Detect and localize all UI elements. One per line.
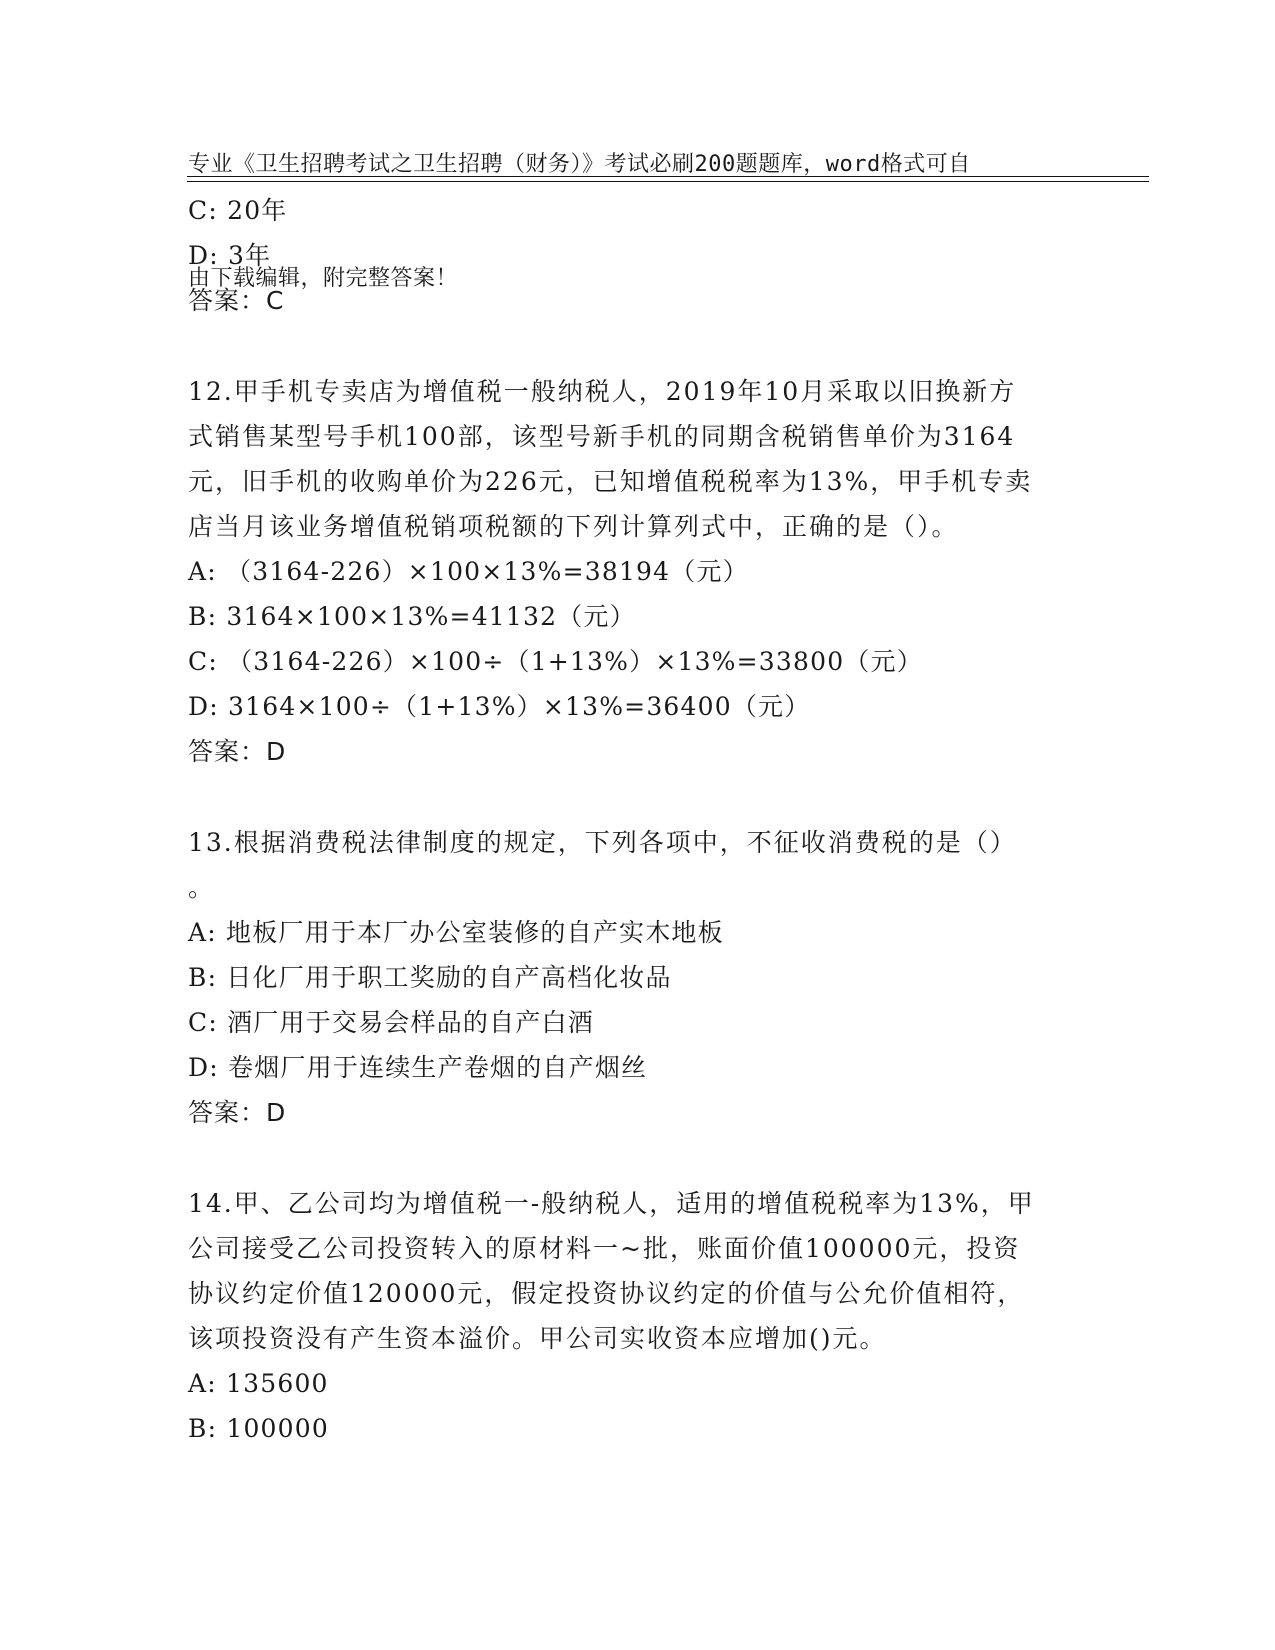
stem-line: 13.根据消费税法律制度的规定，下列各项中，不征收消费税的是（）: [188, 828, 1017, 857]
question-13: [188, 820, 1088, 1135]
stem-line: 。: [188, 873, 216, 902]
option-b: B: 3164×100×13%=41132（元）: [188, 602, 636, 631]
stem-line: 店当月该业务增值税销项税额的下列计算列式中，正确的是（）。: [188, 512, 959, 541]
question-12: [188, 369, 1088, 774]
question-stem: [188, 820, 1088, 910]
stem-line: 该项投资没有产生资本溢价。甲公司实收资本应增加()元。: [188, 1324, 887, 1353]
answer-line: 答案：C: [188, 286, 285, 315]
option-a: A: （3164-226）×100×13%=38194（元）: [188, 557, 749, 586]
option-d: D: 卷烟厂用于连续生产卷烟的自产烟丝: [188, 1053, 648, 1082]
stem-line: 公司接受乙公司投资转入的原材料一~批，账面价值100000元，投资: [188, 1234, 1021, 1263]
option-d: D: 3年: [188, 241, 272, 270]
option-c: C: 20年: [188, 196, 288, 225]
question-stem: [188, 1181, 1088, 1361]
option-b: B: 100000: [188, 1414, 329, 1443]
option-a: A: 地板厂用于本厂办公室装修的自产实木地板: [188, 918, 724, 947]
option-b: B: 日化厂用于职工奖励的自产高档化妆品: [188, 963, 672, 992]
option-d: D: 3164×100÷（1+13%）×13%=36400（元）: [188, 692, 811, 721]
option-a: A: 135600: [188, 1369, 329, 1398]
option-c: C: （3164-226）×100÷（1+13%）×13%=33800（元）: [188, 647, 923, 676]
header-divider-bottom: [187, 181, 1149, 182]
header-divider-top: [187, 176, 1149, 177]
option-c: C: 酒厂用于交易会样品的自产白酒: [188, 1008, 594, 1037]
stem-line: 元，旧手机的收购单价为226元，已知增值税税率为13%，甲手机专卖: [188, 467, 1033, 496]
question-11-fragment: [188, 188, 1088, 323]
answer-line: 答案：D: [188, 737, 287, 766]
spacer: [188, 323, 1088, 369]
spacer: [188, 1135, 1088, 1181]
stem-line: 14.甲、乙公司均为增值税一-般纳税人，适用的增值税税率为13%，甲: [188, 1189, 1035, 1218]
stem-line: 12.甲手机专卖店为增值税一般纳税人，2019年10月采取以旧换新方: [188, 377, 1017, 406]
question-14: [188, 1181, 1088, 1451]
header-line-2: 由下载编辑，附完整答案！: [188, 266, 459, 291]
spacer: [188, 774, 1088, 820]
stem-line: 式销售某型号手机100部，该型号新手机的同期含税销售单价为3164: [188, 422, 1016, 451]
header-line-1: 专业《卫生招聘考试之卫生招聘（财务）》考试必刷200题题库，word格式可自: [188, 152, 971, 177]
answer-line: 答案：D: [188, 1098, 287, 1127]
document-body: [188, 188, 1088, 1451]
question-stem: [188, 369, 1088, 549]
stem-line: 协议约定价值120000元，假定投资协议约定的价值与公允价值相符，: [188, 1279, 1025, 1308]
